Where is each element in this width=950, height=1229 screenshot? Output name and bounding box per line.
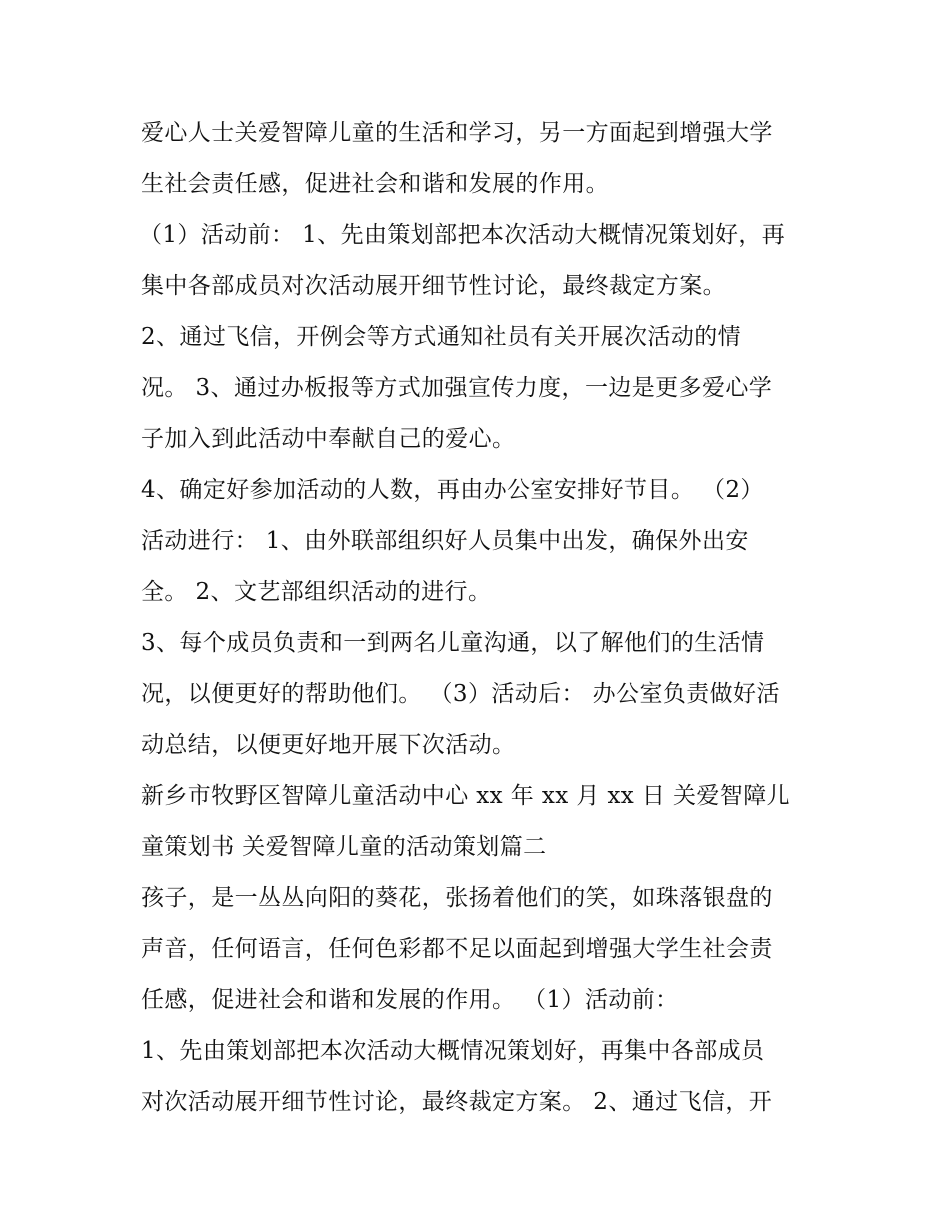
- text-line: 活动进行： 1、由外联部组织好人员集中出发，确保外出安: [141, 528, 749, 554]
- text-line: 3、每个成员负责和一到两名儿童沟通，以了解他们的生活情: [141, 630, 765, 656]
- text-line: 动总结，以便更好地开展下次活动。: [141, 732, 516, 758]
- text-line: 爱心人士关爱智障儿童的生活和学习，另一方面起到增强大学: [141, 120, 773, 146]
- text-line: 况，以便更好的帮助他们。 （3）活动后： 办公室负责做好活: [141, 681, 780, 707]
- text-line: 2、通过飞信，开例会等方式通知社员有关开展次活动的情: [141, 324, 742, 350]
- text-line: 1、先由策划部把本次活动大概情况策划好，再集中各部成员: [141, 1038, 765, 1064]
- text-line: 对次活动展开细节性讨论，最终裁定方案。 2、通过飞信，开: [141, 1089, 773, 1115]
- text-line: 子加入到此活动中奉献自己的爱心。: [141, 426, 516, 452]
- text-line: 童策划书 关爱智障儿童的活动策划篇二: [141, 834, 547, 860]
- text-line: （1）活动前： 1、先由策划部把本次活动大概情况策划好，再: [139, 222, 786, 248]
- text-line: 声音，任何语言，任何色彩都不足以面起到增强大学生社会责: [141, 936, 773, 962]
- text-line: 况。 3、通过办板报等方式加强宣传力度，一边是更多爱心学: [141, 375, 773, 401]
- text-line: 全。 2、文艺部组织活动的进行。: [141, 579, 492, 605]
- document-body: [141, 108, 831, 1128]
- text-line: 新乡市牧野区智障儿童活动中心 xx 年 xx 月 xx 日 关爱智障儿: [141, 783, 791, 809]
- text-line: 4、确定好参加活动的人数，再由办公室安排好节目。 （2）: [141, 477, 764, 503]
- text-line: 生社会责任感，促进社会和谐和发展的作用。: [141, 171, 609, 197]
- text-line: 任感，促进社会和谐和发展的作用。 （1）活动前：: [141, 987, 679, 1013]
- text-line: 集中各部成员对次活动展开细节性讨论，最终裁定方案。: [141, 273, 726, 299]
- text-line: 孩子，是一丛丛向阳的葵花，张扬着他们的笑，如珠落银盘的: [141, 885, 773, 911]
